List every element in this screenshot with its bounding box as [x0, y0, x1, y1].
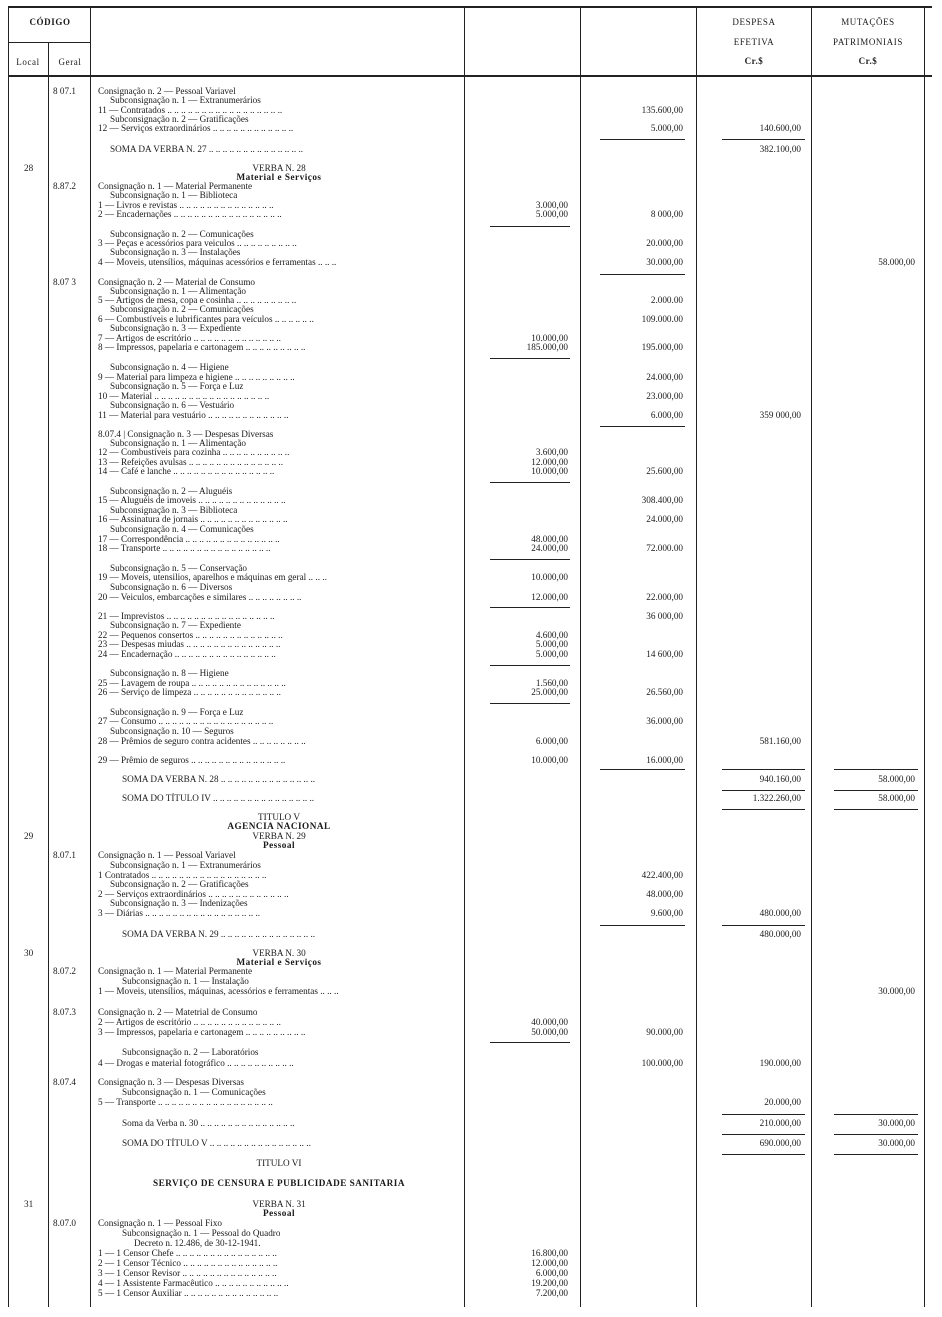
amount-c3: 72.000.00 [646, 543, 683, 553]
amount-c3: 20.000,00 [646, 238, 683, 248]
geral-code: 8.87.2 [53, 181, 76, 191]
budget-item-text: 9 — Material para limpeza e higiene .. .. .. .. .. .. .. .. .. [98, 372, 295, 382]
budget-item-text: 3 — 1 Censor Revisor .. .. .. .. .. .. .. .. .. .. .. .. .. .. [98, 1268, 277, 1278]
budget-item-text: Subconsignação n. 5 — Conservação [110, 563, 248, 573]
col-line-c2 [580, 8, 581, 1307]
total-rule [490, 559, 570, 560]
budget-item-text: Consignação n. 1 — Pessoal Fixo [98, 1218, 223, 1228]
budget-item-text: 14 — Café e lanche .. .. .. .. .. .. .. .. .. .. .. .. .. .. .. [98, 466, 275, 476]
amount-c2: 1.560,00 [535, 678, 568, 688]
budget-item-text: SOMA DO TÍTULO V .. .. .. .. .. .. .. .. .. .. .. .. .. .. .. [122, 1138, 311, 1148]
budget-item-text: 5 — Transporte .. .. .. .. .. .. .. .. .. .. .. .. .. .. .. .. .. [98, 1097, 273, 1107]
budget-item-text: Subconsignação n. 3 — Indenizações [110, 898, 248, 908]
amount-c2: 19.200,00 [531, 1278, 568, 1288]
amount-c3: 24.000,00 [646, 372, 683, 382]
total-rule [490, 1042, 570, 1043]
total-rule [600, 274, 685, 275]
amount-c4: 690.000,00 [759, 1138, 801, 1148]
budget-item-text: Subconsignação n. 2 — Comunicações [110, 229, 254, 239]
budget-item-text: 23 — Despesas miudas .. .. .. .. .. .. .. .. .. .. .. .. .. .. [98, 639, 281, 649]
budget-item-text: 8.07.4 | Consignação n. 3 — Despesas Diversas [98, 429, 274, 439]
col-line-left [8, 8, 9, 1307]
budget-item-text: 1 — 1 Censor Chefe .. .. .. .. .. .. .. .. .. .. .. .. .. .. .. [98, 1248, 277, 1258]
budget-item-text: 6 — Combustíveis e lubrificantes para veículos .. .. .. .. .. .. [98, 314, 314, 324]
budget-item-text: Subconsignação n. 1 — Comunicações [122, 1087, 266, 1097]
local-code: 31 [24, 1199, 34, 1209]
local-code: 29 [24, 831, 34, 841]
budget-item-text: Subconsignação n. 2 — Comunicações [110, 304, 254, 314]
amount-c3: 36.000,00 [646, 716, 683, 726]
amount-c3: 22.000,00 [646, 592, 683, 602]
amount-c2: 6.000,00 [535, 736, 568, 746]
amount-c2: 10.000,00 [531, 466, 568, 476]
local-code: 28 [24, 163, 34, 173]
despesa-header: DESPESA [732, 17, 776, 27]
budget-item-text: 4 — 1 Assistente Farmacêutico .. .. .. .. .. .. .. .. .. .. .. [98, 1278, 289, 1288]
budget-item-text: Subconsignação n. 1 — Alimentação [110, 438, 246, 448]
amount-c4: 359 000,00 [759, 410, 801, 420]
amount-c4: 940.160,00 [759, 774, 801, 784]
budget-item-text: 10 — Material .. .. .. .. .. .. .. .. .. .. .. .. .. .. .. .. .. [98, 391, 270, 401]
amount-c2: 3.600,00 [535, 447, 568, 457]
amount-c3: 30.000,00 [646, 257, 683, 267]
col-line-geral [90, 8, 91, 1307]
budget-item-text: 5 — 1 Censor Auxiliar .. .. .. .. .. .. .. .. .. .. .. .. .. .. [98, 1288, 279, 1298]
amount-c5: 58.000,00 [878, 793, 915, 803]
budget-item-text: Decreto n. 12.486, de 30-12-1941. [134, 1238, 261, 1248]
budget-item-text: 1 Contratados .. .. .. .. .. .. .. .. .. .. .. .. .. .. .. .. .. [98, 870, 267, 880]
budget-item-text: 25 — Lavagem de roupa .. .. .. .. .. .. .. .. .. .. .. .. .. .. [98, 678, 286, 688]
amount-c3: 48.000,00 [646, 889, 683, 899]
budget-item-text: 27 — Consumo .. .. .. .. .. .. .. .. .. .. .. .. .. .. .. .. .. [98, 716, 274, 726]
budget-item-text: Subconsignação n. 2 — Aluguéis [110, 486, 233, 496]
budget-item-text: Subconsignação n. 5 — Força e Luz [110, 381, 244, 391]
budget-item-text: 18 — Transporte .. .. .. .. .. .. .. .. .. .. .. .. .. .. .. .. [98, 543, 271, 553]
amount-c2: 25.000,00 [531, 687, 568, 697]
amount-c3: 16.000,00 [646, 755, 683, 765]
budget-item-text: Subconsignação n. 4 — Higiene [110, 362, 229, 372]
amount-c5: 30.000,00 [878, 986, 915, 996]
despesa-currency: Cr.$ [744, 56, 764, 66]
budget-item-text: 12 — Combustíveis para cozinha .. .. .. .. .. .. .. .. .. .. [98, 447, 290, 457]
budget-item-text: 4 — Moveis, utensílios, máquinas acessórios e ferramentas .. .. .. [98, 257, 337, 267]
total-rule [490, 482, 570, 483]
budget-item-text: 16 — Assinatura de jornais .. .. .. .. .. .. .. .. .. .. .. .. .. [98, 514, 288, 524]
codigo-header: CÓDIGO [29, 17, 71, 27]
budget-item-text: 2 — Encadernações .. .. .. .. .. .. .. .. .. .. .. .. .. .. .. .. [98, 209, 282, 219]
budget-item-text: Subconsignação n. 1 — Instalação [122, 976, 249, 986]
budget-item-text: 13 — Refeições avulsas .. .. .. .. .. .. .. .. .. .. .. .. .. .. [98, 457, 284, 467]
amount-c2: 48.000,00 [531, 534, 568, 544]
budget-item-text: Consignação n. 1 — Material Permanente [98, 966, 253, 976]
amount-c3: 5.000,00 [650, 123, 683, 133]
budget-item-text: 8 — Impressos, papelaria e cartonagem .. .. .. .. .. .. .. .. .. [98, 342, 306, 352]
geral-code: 8.07.1 [53, 850, 76, 860]
local-header: Local [16, 57, 40, 67]
budget-item-text: Subconsignação n. 4 — Comunicações [110, 524, 254, 534]
budget-item-text: Subconsignação n. 7 — Expediente [110, 620, 241, 630]
budget-item-text: 3 — Diárias .. .. .. .. .. .. .. .. .. .. .. .. .. .. .. .. .. [98, 908, 261, 918]
budget-item-text: Subconsignação n. 3 — Instalações [110, 247, 241, 257]
amount-c3: 6.000,00 [650, 410, 683, 420]
amount-c3: 25.600,00 [646, 466, 683, 476]
amount-c3: 14 600,00 [646, 649, 683, 659]
section-heading: Pessoal [262, 1208, 296, 1218]
budget-item-text: SOMA DA VERBA N. 29 .. .. .. .. .. .. .. .. .. .. .. .. .. .. [122, 929, 316, 939]
budget-item-text: Subconsignação n. 1 — Alimentação [110, 286, 246, 296]
col-line-c3 [696, 8, 697, 1307]
total-rule [722, 1154, 805, 1155]
budget-item-text: Subconsignação n. 1 — Extranumerários [110, 860, 261, 870]
col-line-c4 [811, 8, 812, 1307]
amount-c5: 58.000,00 [878, 257, 915, 267]
amount-c4: 382.100,00 [759, 144, 801, 154]
amount-c3: 308.400,00 [641, 495, 683, 505]
amount-c2: 12.000,00 [531, 457, 568, 467]
amount-c3: 8 000,00 [650, 209, 683, 219]
amount-c2: 50.000,00 [531, 1027, 568, 1037]
geral-code: 8 07.1 [53, 86, 76, 96]
amount-c2: 6.000,00 [535, 1268, 568, 1278]
total-rule [834, 1134, 918, 1135]
geral-code: 8.07.4 [53, 1077, 76, 1087]
budget-item-text: 3 — Peças e acessórios para veiculos .. .. .. .. .. .. .. .. .. [98, 238, 297, 248]
amount-c3: 100.000,00 [641, 1058, 683, 1068]
budget-item-text: Subconsignação n. 1 — Pessoal do Quadro [122, 1228, 281, 1238]
amount-c2: 10.000,00 [531, 572, 568, 582]
budget-item-text: Subconsignação n. 1 — Extranumerários [110, 95, 261, 105]
total-rule [722, 925, 805, 926]
amount-c2: 24.000,00 [531, 543, 568, 553]
budget-item-text: SOMA DA VERBA N. 27 .. .. .. .. .. .. .. .. .. .. .. .. .. .. [110, 144, 304, 154]
geral-code: 8.07 3 [53, 277, 76, 287]
total-rule [722, 790, 805, 791]
amount-c3: 422.400,00 [641, 870, 683, 880]
amount-c4: 140.600,00 [759, 123, 801, 133]
budget-item-text: Subconsignação n. 3 — Expediente [110, 323, 241, 333]
amount-c4: 1.322.260,00 [752, 793, 801, 803]
local-code: 30 [24, 948, 34, 958]
total-rule [834, 790, 918, 791]
total-rule [834, 1154, 918, 1155]
section-heading: Material e Serviços [236, 957, 322, 967]
amount-c3: 90.000,00 [646, 1027, 683, 1037]
budget-item-text: Subconsignação n. 6 — Vestuário [110, 400, 235, 410]
total-rule [490, 226, 570, 227]
amount-c3: 2.000.00 [650, 295, 683, 305]
total-rule [490, 607, 570, 608]
budget-item-text: SOMA DO TÍTULO IV .. .. .. .. .. .. .. .. .. .. .. .. .. .. .. [122, 793, 315, 803]
amount-c2: 12.000,00 [531, 592, 568, 602]
budget-item-text: 2 — 1 Censor Técnico .. .. .. .. .. .. .. .. .. .. .. .. .. .. [98, 1258, 278, 1268]
amount-c3: 195.000,00 [641, 342, 683, 352]
geral-code: 8.07.2 [53, 966, 76, 976]
section-heading: Pessoal [262, 840, 296, 850]
amount-c5: 58.000,00 [878, 774, 915, 784]
amount-c2: 5.000,00 [535, 649, 568, 659]
section-heading: VERBA N. 28 [252, 163, 306, 173]
amount-c3: 36 000,00 [646, 611, 683, 621]
amount-c4: 210.000,00 [759, 1118, 801, 1128]
header-bottom-border [8, 75, 932, 77]
budget-item-text: 7 — Artigos de escritório .. .. .. .. .. .. .. .. .. .. .. .. .. [98, 333, 281, 343]
total-rule [600, 139, 685, 140]
section-heading: Material e Serviços [236, 172, 322, 182]
total-rule [490, 665, 570, 666]
budget-item-text: SOMA DA VERBA N. 28 .. .. .. .. .. .. .. .. .. .. .. .. .. .. [122, 774, 316, 784]
amount-c2: 3.000,00 [535, 200, 568, 210]
budget-item-text: Consignação n. 2 — Pessoal Variavel [98, 86, 236, 96]
code-header-divider [8, 42, 90, 43]
budget-item-text: 15 — Aluguéis de imoveis .. .. .. .. .. .. .. .. .. .. .. .. .. [98, 495, 286, 505]
amount-c5: 30.000,00 [878, 1138, 915, 1148]
budget-item-text: Subconsignação n. 10 — Seguros [110, 726, 234, 736]
section-heading: VERBA N. 30 [252, 948, 306, 958]
amount-c2: 5.000,00 [535, 639, 568, 649]
total-rule [490, 358, 570, 359]
amount-c2: 10.000,00 [531, 333, 568, 343]
section-heading: VERBA N. 31 [252, 1199, 306, 1209]
total-rule [600, 426, 685, 427]
budget-item-text: 19 — Moveis, utensilios, aparelhos e máquinas em geral .. .. .. [98, 572, 327, 582]
budget-item-text: 1 — Moveis, utensílios, máquinas, acessórios e ferramentas .. .. .. [98, 986, 339, 996]
amount-c3: 9.600,00 [650, 908, 683, 918]
budget-item-text: 11 — Contratados .. .. .. .. .. .. .. .. .. .. .. .. .. .. .. .. .. [98, 105, 283, 115]
amount-c2: 7.200,00 [535, 1288, 568, 1298]
amount-c3: 26.560,00 [646, 687, 683, 697]
budget-item-text: 2 — Serviços extraordinários .. .. .. .. .. .. .. .. .. .. .. .. [98, 889, 289, 899]
amount-c3: 135.600,00 [641, 105, 683, 115]
amount-c2: 10.000,00 [531, 755, 568, 765]
section-heading: VERBA N. 29 [252, 831, 306, 841]
budget-item-text: Subconsignação n. 2 — Gratificações [110, 879, 249, 889]
budget-item-text: Subconsignação n. 8 — Higiene [110, 668, 229, 678]
amount-c3: 24.000,00 [646, 514, 683, 524]
budget-item-text: 11 — Material para vestuário .. .. .. .. .. .. .. .. .. .. .. .. [98, 410, 289, 420]
total-rule [600, 769, 685, 770]
budget-item-text: Consignação n. 2 — Material de Consumo [98, 277, 255, 287]
section-heading: TITULO VI [256, 1158, 302, 1168]
budget-item-text: 24 — Encadernação .. .. .. .. .. .. .. .. .. .. .. .. .. .. .. [98, 649, 276, 659]
total-rule [834, 1114, 918, 1115]
budget-item-text: Consignação n. 1 — Material Permanente [98, 181, 253, 191]
total-rule [600, 925, 685, 926]
total-rule [722, 1114, 805, 1115]
budget-item-text: 28 — Prêmios de seguro contra acidentes .. .. .. .. .. .. .. .. [98, 736, 306, 746]
top-border [8, 6, 932, 8]
budget-item-text: 3 — Impressos, papelaria e cartonagem .. .. .. .. .. .. .. .. .. [98, 1027, 306, 1037]
section-heading: AGENCIA NACIONAL [227, 821, 331, 831]
total-rule [834, 809, 918, 810]
budget-item-text: 29 — Prêmio de seguros .. .. .. .. .. .. .. .. .. .. .. .. .. .. [98, 755, 286, 765]
patrimoniais-header: PATRIMONIAIS [833, 37, 903, 47]
budget-item-text: Subconsignação n. 3 — Biblioteca [110, 505, 238, 515]
section-heading: SERVIÇO DE CENSURA E PUBLICIDADE SANITARIA [152, 1178, 406, 1188]
budget-item-text: Consignação n. 2 — Matetrial de Consumo [98, 1007, 258, 1017]
amount-c3: 23.000,00 [646, 391, 683, 401]
budget-item-text: Subconsignação n. 9 — Força e Luz [110, 707, 244, 717]
budget-item-text: Consignação n. 3 — Despesas Diversas [98, 1077, 244, 1087]
geral-header: Geral [58, 57, 82, 67]
budget-item-text: 2 — Artigos de escritório .. .. .. .. .. .. .. .. .. .. .. .. .. [98, 1017, 281, 1027]
total-rule [722, 139, 805, 140]
budget-item-text: Subconsignação n. 2 — Gratificações [110, 114, 249, 124]
col-line-right [924, 8, 925, 1307]
total-rule [722, 769, 805, 770]
budget-item-text: 5 — Artigos de mesa, copa e cosinha .. .. .. .. .. .. .. .. .. [98, 295, 297, 305]
budget-item-text: Subconsignação n. 2 — Laboratórios [122, 1047, 259, 1057]
col-line-text [464, 8, 465, 1307]
geral-code: 8.07.0 [53, 1218, 76, 1228]
amount-c2: 5.000,00 [535, 209, 568, 219]
geral-code: 8.07.3 [53, 1007, 76, 1017]
total-rule [722, 809, 805, 810]
amount-c4: 581.160,00 [759, 736, 801, 746]
amount-c4: 190.000,00 [759, 1058, 801, 1068]
amount-c3: 109.000.00 [641, 314, 683, 324]
total-rule [490, 703, 570, 704]
budget-item-text: Soma da Verba n. 30 .. .. .. .. .. .. .. .. .. .. .. .. .. .. [122, 1118, 295, 1128]
budget-item-text: 12 — Serviços extraordinários .. .. .. .. .. .. .. .. .. .. .. .. [98, 123, 294, 133]
amount-c2: 4.600,00 [535, 630, 568, 640]
amount-c4: 480.000,00 [759, 908, 801, 918]
amount-c4: 480.000,00 [759, 929, 801, 939]
budget-item-text: 21 — Imprevistos .. .. .. .. .. .. .. .. .. .. .. .. .. .. .. .. [98, 611, 275, 621]
budget-item-text: 26 — Serviço de limpeza .. .. .. .. .. .. .. .. .. .. .. .. .. [98, 687, 281, 697]
amount-c2: 40.000,00 [531, 1017, 568, 1027]
budget-item-text: Subconsignação n. 1 — Biblioteca [110, 190, 238, 200]
amount-c2: 16.800,00 [531, 1248, 568, 1258]
amount-c5: 30.000,00 [878, 1118, 915, 1128]
efetiva-header: EFETIVA [733, 37, 775, 47]
mutacoes-currency: Cr.$ [858, 56, 878, 66]
budget-item-text: 20 — Veiculos, embarcações e similares .. .. .. .. .. .. .. .. [98, 592, 302, 602]
col-line-local [48, 42, 49, 1307]
amount-c4: 20.000,00 [764, 1097, 801, 1107]
total-rule [834, 769, 918, 770]
section-heading: TITULO V [258, 812, 300, 822]
budget-item-text: 17 — Correspondência .. .. .. .. .. .. .. .. .. .. .. .. .. .. [98, 534, 280, 544]
mutacoes-header: MUTAÇÕES [841, 17, 895, 27]
budget-item-text: 22 — Pequenos consertos .. .. .. .. .. .. .. .. .. .. .. .. .. [98, 630, 283, 640]
total-rule [722, 1134, 805, 1135]
budget-item-text: 1 — Livros e revistas .. .. .. .. .. .. .. .. .. .. .. .. .. .. [98, 200, 274, 210]
budget-item-text: 4 — Drogas e material fotográfico .. .. .. .. .. .. .. .. .. .. [98, 1058, 294, 1068]
amount-c2: 185.000,00 [526, 342, 568, 352]
amount-c2: 12.000,00 [531, 1258, 568, 1268]
budget-item-text: Consignação n. 1 — Pessoal Variavel [98, 850, 236, 860]
budget-item-text: Subconsignação n. 6 — Diversos [110, 582, 233, 592]
